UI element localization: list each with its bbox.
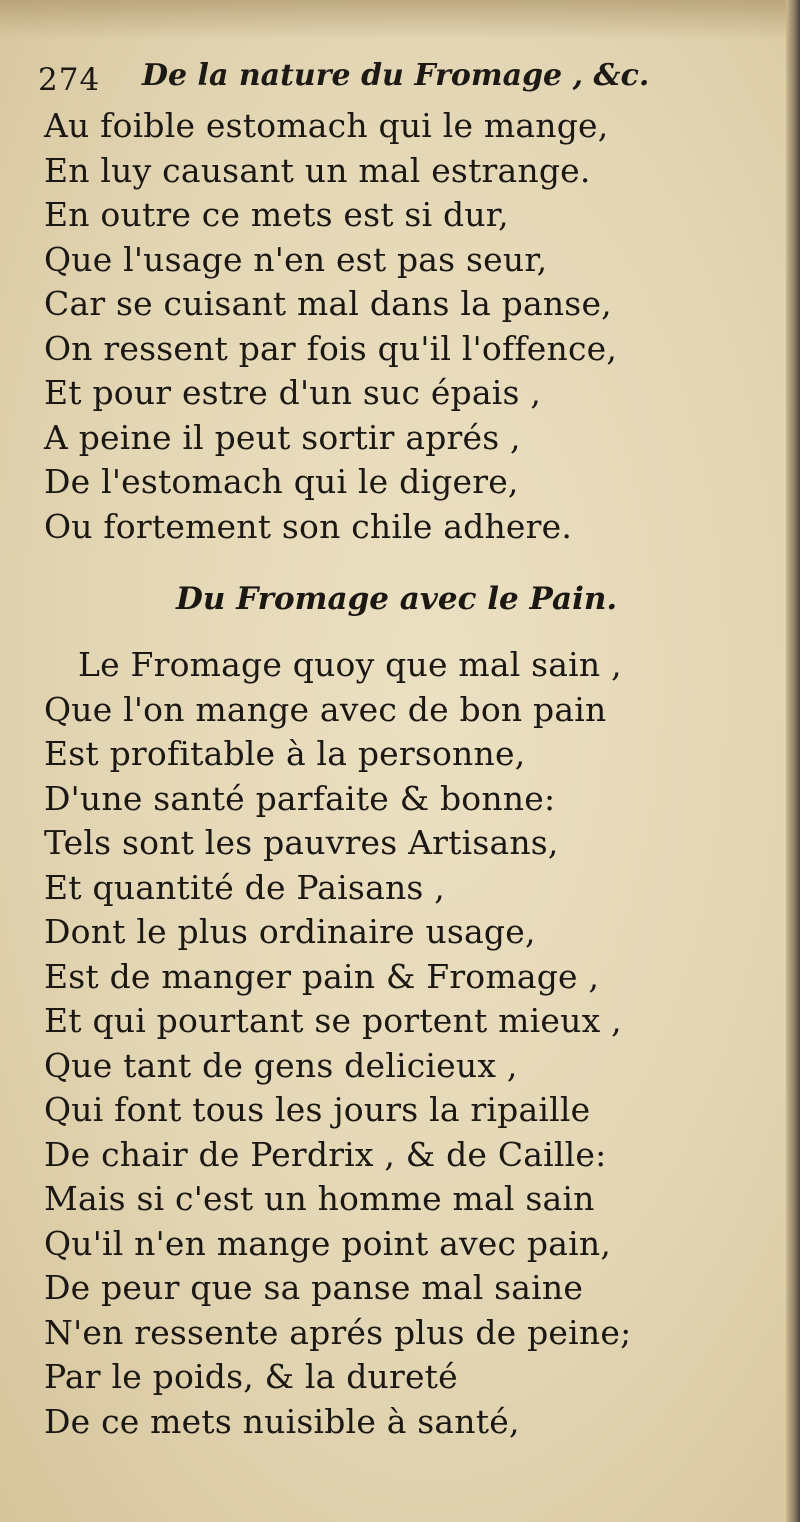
verse-line: Par le poids, & la dureté [44, 1357, 458, 1396]
verse-line: N'en ressente aprés plus de peine; [44, 1312, 632, 1352]
verse-line: De l'estomach qui le digere, [44, 462, 519, 501]
verse-line: De ce mets nuisible à santé, [44, 1401, 520, 1441]
verse-block-1 [44, 104, 617, 549]
verse-line: Tels sont les pauvres Artisans, [44, 823, 559, 862]
verse-line: Et qui pourtant se portent mieux , [44, 1001, 622, 1040]
verse-line: De peur que sa panse mal saine [44, 1268, 584, 1307]
verse-line: Dont le plus ordinaire usage, [44, 912, 536, 951]
verse-line: Le Fromage quoy que mal sain , [78, 645, 622, 684]
page-header [38, 58, 658, 102]
verse-line: Et quantité de Paisans , [44, 867, 445, 907]
verse-line: Que l'on mange avec de bon pain [44, 689, 607, 729]
page-number: 274 [38, 62, 101, 98]
verse-line: Que l'usage n'en est pas seur, [44, 239, 548, 279]
verse-line: Au foible estomach qui le mange, [44, 106, 609, 145]
verse-line: A peine il peut sortir aprés , [44, 417, 521, 457]
verse-line: Mais si c'est un homme mal sain [44, 1179, 595, 1218]
verse-line: Ou fortement son chile adhere. [44, 506, 573, 546]
verse-line: On ressent par fois qu'il l'offence, [44, 328, 618, 368]
page-shading [0, 0, 786, 40]
verse-line: D'une santé parfaite & bonne: [44, 778, 556, 818]
verse-block-2 [44, 643, 631, 1444]
verse-line: De chair de Perdrix , & de Caille: [44, 1134, 607, 1174]
verse-line: Est profitable à la personne, [44, 734, 526, 773]
verse-line: Qu'il n'en mange point avec pain, [44, 1223, 612, 1263]
verse-line: En luy causant un mal estrange. [44, 150, 591, 190]
verse-line: Car se cuisant mal dans la panse, [44, 284, 612, 323]
verse-line: Que tant de gens delicieux , [44, 1045, 518, 1085]
section-heading: Du Fromage avec le Pain. [176, 581, 618, 617]
verse-line: En outre ce mets est si dur, [44, 195, 509, 234]
page-edge [786, 0, 800, 1522]
verse-line: Qui font tous les jours la ripaille [44, 1090, 591, 1129]
running-title: De la nature du Fromage , &c. [142, 58, 650, 93]
verse-line: Et pour estre d'un suc épais , [44, 373, 542, 412]
verse-line: Est de manger pain & Fromage , [44, 956, 600, 996]
